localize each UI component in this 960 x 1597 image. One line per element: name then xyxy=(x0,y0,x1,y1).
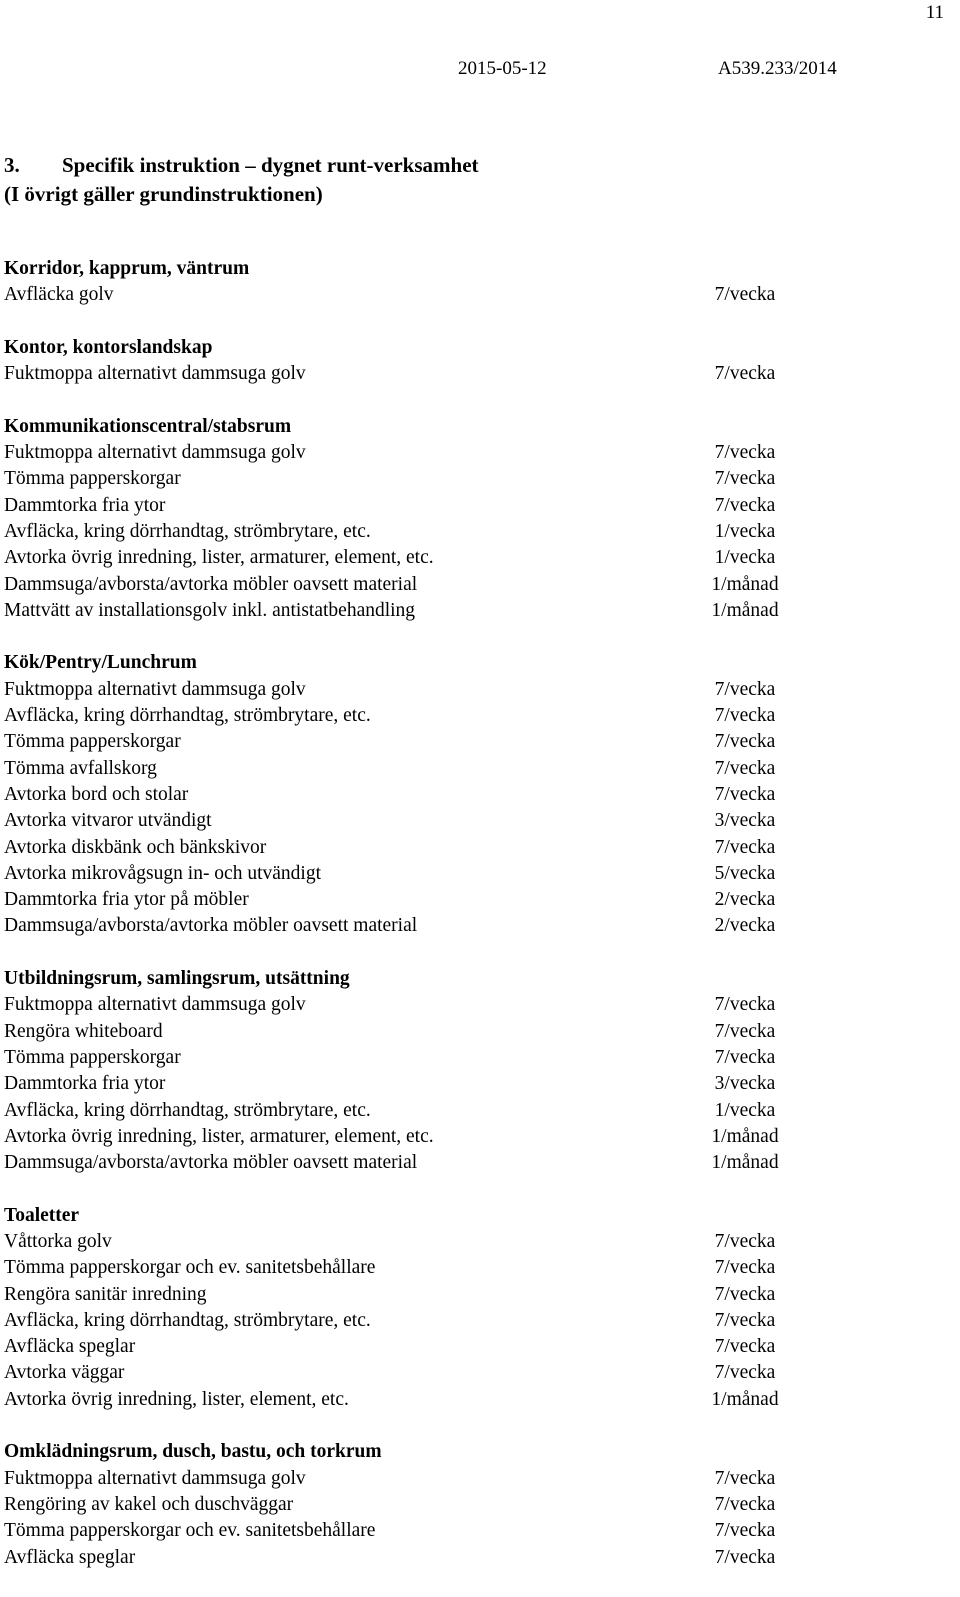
section-subtitle: (I övrigt gäller grundinstruktionen) xyxy=(4,182,323,206)
task-frequency: 1/månad xyxy=(711,1125,779,1147)
task-frequency: 7/vecka xyxy=(714,1546,776,1568)
room-section-title: Omklädningsrum, dusch, bastu, och torkrum xyxy=(4,1441,382,1463)
task-row xyxy=(4,887,954,913)
task-row xyxy=(4,729,954,755)
task-description: Dammsuga/avborsta/avtorka möbler oavsett material xyxy=(4,1152,418,1174)
task-frequency: 7/vecka xyxy=(714,1257,776,1279)
task-frequency: 7/vecka xyxy=(714,1336,776,1358)
task-row xyxy=(4,1282,954,1308)
room-section xyxy=(4,414,954,624)
task-frequency: 7/vecka xyxy=(714,836,776,858)
task-frequency: 7/vecka xyxy=(714,1020,776,1042)
task-description: Avtorka diskbänk och bänkskivor xyxy=(4,836,267,858)
task-frequency: 7/vecka xyxy=(714,1362,776,1384)
task-frequency: 7/vecka xyxy=(714,1467,776,1489)
task-frequency: 1/månad xyxy=(711,1388,779,1410)
task-row xyxy=(4,466,954,492)
task-description: Avfläcka golv xyxy=(4,284,114,306)
task-frequency: 7/vecka xyxy=(714,783,776,805)
task-description: Avfläcka, kring dörrhandtag, strömbrytare, etc. xyxy=(4,1309,371,1331)
task-frequency: 1/vecka xyxy=(714,547,776,569)
task-row xyxy=(4,756,954,782)
task-row xyxy=(4,440,954,466)
task-row xyxy=(4,1098,954,1124)
task-row xyxy=(4,1150,954,1176)
task-frequency: 5/vecka xyxy=(714,862,776,884)
task-description: Våttorka golv xyxy=(4,1230,112,1252)
task-description: Dammtorka fria ytor xyxy=(4,1073,166,1095)
task-description: Avtorka övrig inredning, lister, armaturer, element, etc. xyxy=(4,1125,434,1147)
task-description: Dammsuga/avborsta/avtorka möbler oavsett material xyxy=(4,573,418,595)
task-frequency: 1/månad xyxy=(711,599,779,621)
task-description: Dammsuga/avborsta/avtorka möbler oavsett material xyxy=(4,915,418,937)
task-description: Dammtorka fria ytor xyxy=(4,494,166,516)
task-frequency: 7/vecka xyxy=(714,284,776,306)
task-row xyxy=(4,703,954,729)
task-row xyxy=(4,992,954,1018)
task-row xyxy=(4,782,954,808)
task-frequency: 7/vecka xyxy=(714,678,776,700)
task-description: Fuktmoppa alternativt dammsuga golv xyxy=(4,442,306,464)
room-section xyxy=(4,1203,954,1413)
header-reference: A539.233/2014 xyxy=(718,58,837,79)
task-row xyxy=(4,1124,954,1150)
section-number: 3. xyxy=(4,153,20,177)
cleaning-schedule xyxy=(4,256,954,1597)
task-description: Avfläcka, kring dörrhandtag, strömbrytare, etc. xyxy=(4,705,371,727)
task-frequency: 7/vecka xyxy=(714,468,776,490)
task-description: Avtorka väggar xyxy=(4,1362,125,1384)
task-row xyxy=(4,1545,954,1571)
task-frequency: 7/vecka xyxy=(714,1230,776,1252)
task-description: Tömma papperskorgar xyxy=(4,1046,181,1068)
task-frequency: 1/vecka xyxy=(714,520,776,542)
task-frequency: 7/vecka xyxy=(714,442,776,464)
task-row xyxy=(4,1019,954,1045)
task-frequency: 7/vecka xyxy=(714,1520,776,1542)
task-frequency: 7/vecka xyxy=(714,705,776,727)
task-frequency: 3/vecka xyxy=(714,1073,776,1095)
document-title xyxy=(4,151,479,209)
task-description: Rengöra whiteboard xyxy=(4,1020,163,1042)
task-row xyxy=(4,361,954,387)
task-description: Avtorka vitvaror utvändigt xyxy=(4,810,212,832)
room-section-title: Toaletter xyxy=(4,1204,80,1226)
task-row xyxy=(4,1255,954,1281)
task-row xyxy=(4,1492,954,1518)
task-row xyxy=(4,572,954,598)
task-frequency: 3/vecka xyxy=(714,810,776,832)
task-frequency: 1/månad xyxy=(711,573,779,595)
task-description: Fuktmoppa alternativt dammsuga golv xyxy=(4,994,306,1016)
room-section-title: Kontor, kontorslandskap xyxy=(4,336,213,358)
task-row xyxy=(4,282,954,308)
header-date: 2015-05-12 xyxy=(458,58,547,79)
room-section-title: Korridor, kapprum, väntrum xyxy=(4,258,250,279)
task-row xyxy=(4,1334,954,1360)
task-row xyxy=(4,861,954,887)
task-description: Avfläcka speglar xyxy=(4,1546,136,1568)
task-frequency: 7/vecka xyxy=(714,731,776,753)
task-description: Tömma papperskorgar och ev. sanitetsbehållare xyxy=(4,1257,376,1279)
task-description: Fuktmoppa alternativt dammsuga golv xyxy=(4,363,306,385)
task-row xyxy=(4,1360,954,1386)
task-row xyxy=(4,1045,954,1071)
task-row xyxy=(4,519,954,545)
task-description: Avtorka bord och stolar xyxy=(4,783,189,805)
task-frequency: 7/vecka xyxy=(714,1493,776,1515)
task-description: Fuktmoppa alternativt dammsuga golv xyxy=(4,1467,306,1489)
section-title: Specifik instruktion – dygnet runt-verksamhet xyxy=(62,153,479,177)
task-description: Mattvätt av installationsgolv inkl. antistatbehandling xyxy=(4,599,416,621)
task-frequency: 1/månad xyxy=(711,1152,779,1174)
task-frequency: 7/vecka xyxy=(714,1309,776,1331)
task-row xyxy=(4,1229,954,1255)
task-description: Tömma papperskorgar xyxy=(4,468,181,490)
task-frequency: 7/vecka xyxy=(714,1046,776,1068)
room-section-title: Kök/Pentry/Lunchrum xyxy=(4,652,197,674)
task-description: Avfläcka, kring dörrhandtag, strömbrytare, etc. xyxy=(4,520,371,542)
task-description: Avtorka övrig inredning, lister, element, etc. xyxy=(4,1388,349,1410)
task-description: Avtorka mikrovågsugn in- och utvändigt xyxy=(4,862,321,884)
task-row xyxy=(4,545,954,571)
task-description: Tömma papperskorgar och ev. sanitetsbehållare xyxy=(4,1520,376,1542)
task-description: Avfläcka speglar xyxy=(4,1336,136,1358)
task-row xyxy=(4,1071,954,1097)
task-row xyxy=(4,677,954,703)
task-row xyxy=(4,835,954,861)
room-section xyxy=(4,1439,954,1570)
room-section xyxy=(4,650,954,939)
room-section-title: Kommunikationscentral/stabsrum xyxy=(4,415,292,437)
task-row xyxy=(4,493,954,519)
task-frequency: 7/vecka xyxy=(714,363,776,385)
task-frequency: 1/vecka xyxy=(714,1099,776,1121)
room-section xyxy=(4,256,954,309)
task-row xyxy=(4,1466,954,1492)
task-description: Tömma papperskorgar xyxy=(4,731,181,753)
task-description: Dammtorka fria ytor på möbler xyxy=(4,889,249,911)
task-frequency: 7/vecka xyxy=(714,1283,776,1305)
task-row xyxy=(4,598,954,624)
room-section xyxy=(4,966,954,1176)
task-row xyxy=(4,1308,954,1334)
task-row xyxy=(4,913,954,939)
room-section xyxy=(4,335,954,388)
task-frequency: 7/vecka xyxy=(714,757,776,779)
task-description: Fuktmoppa alternativt dammsuga golv xyxy=(4,678,306,700)
task-description: Rengöring av kakel och duschväggar xyxy=(4,1493,294,1515)
task-description: Avtorka övrig inredning, lister, armaturer, element, etc. xyxy=(4,547,434,569)
page-number: 11 xyxy=(925,2,944,23)
task-description: Avfläcka, kring dörrhandtag, strömbrytare, etc. xyxy=(4,1099,371,1121)
task-frequency: 2/vecka xyxy=(714,915,776,937)
task-description: Rengöra sanitär inredning xyxy=(4,1283,207,1305)
task-row xyxy=(4,808,954,834)
task-description: Tömma avfallskorg xyxy=(4,757,157,779)
room-section-title: Utbildningsrum, samlingsrum, utsättning xyxy=(4,968,350,990)
task-row xyxy=(4,1387,954,1413)
task-frequency: 7/vecka xyxy=(714,994,776,1016)
task-row xyxy=(4,1518,954,1544)
task-frequency: 7/vecka xyxy=(714,494,776,516)
task-frequency: 2/vecka xyxy=(714,889,776,911)
